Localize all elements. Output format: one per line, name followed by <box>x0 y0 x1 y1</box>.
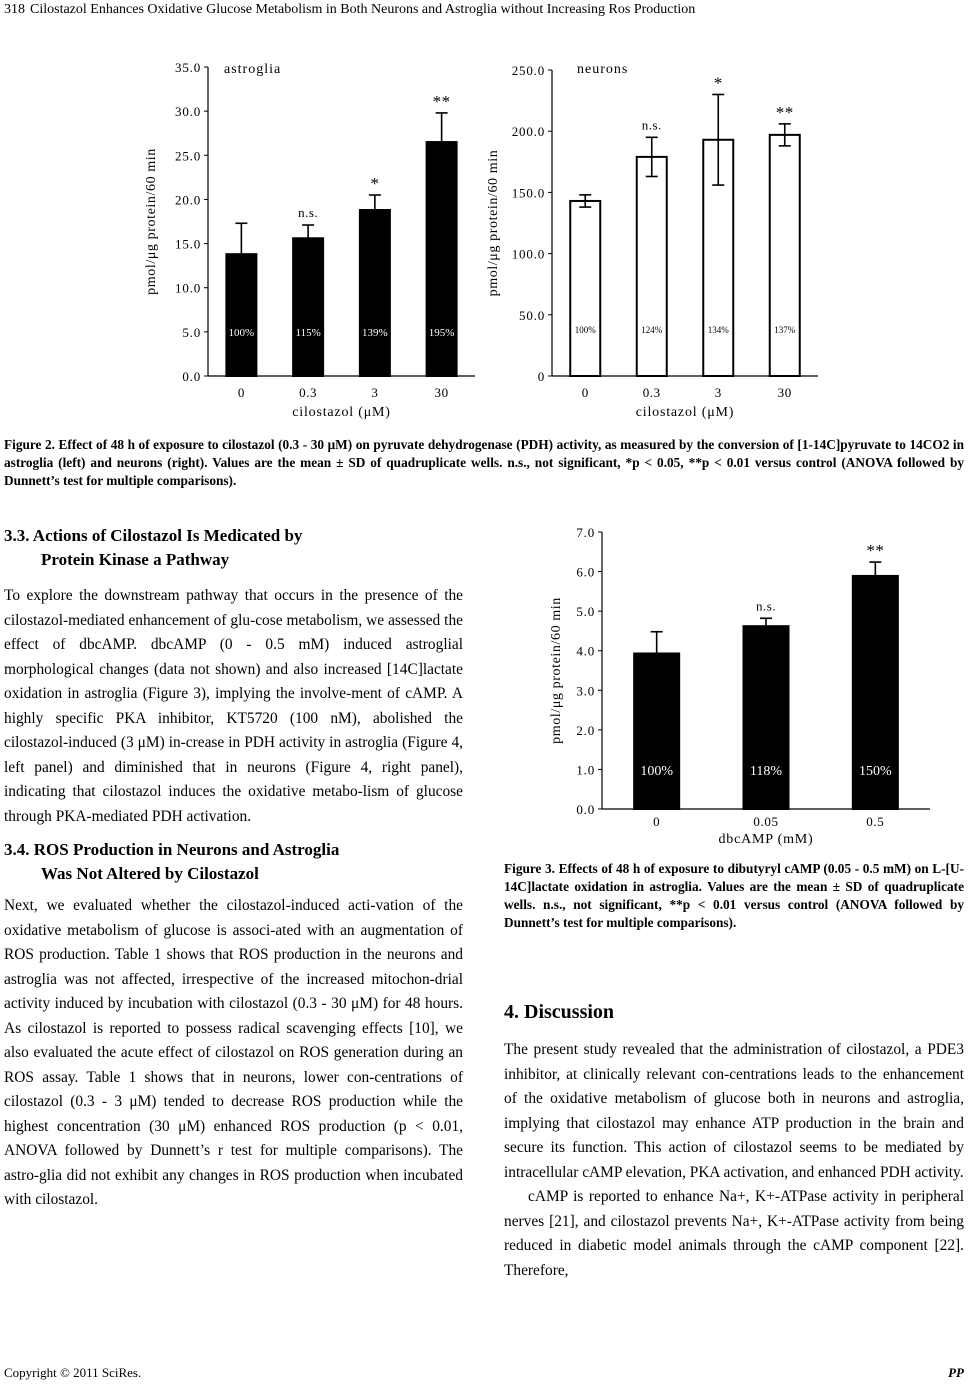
panel-label: astroglia <box>224 62 282 77</box>
bar <box>634 653 679 809</box>
y-tick-label: 25.0 <box>175 148 201 164</box>
x-tick-label: 3 <box>371 385 379 400</box>
y-tick-label: 50.0 <box>519 307 545 323</box>
right-column <box>504 998 964 1283</box>
bar-percent-label: 124% <box>641 325 663 335</box>
figure-2 <box>140 52 830 424</box>
chart-astroglia <box>144 60 475 420</box>
x-tick-label: 0 <box>581 385 589 400</box>
figure-3-caption <box>504 860 964 932</box>
y-axis-label: pmol/μg protein/60 min <box>486 149 501 297</box>
significance-label: n.s. <box>755 598 777 614</box>
section-4-paragraph-2: cAMP is reported to enhance Na+, K+-ATPase activity in peripheral nerves [21], and cilostazol prevents Na+, K+-ATPase activity from being reduced in diabetic model animals through the cAMP component [22]. Therefore, <box>504 1188 964 1279</box>
bar <box>770 135 800 376</box>
bar-percent-label: 134% <box>707 325 729 335</box>
x-tick-label: 30 <box>777 385 792 400</box>
bar-percent-label: 118% <box>749 764 783 779</box>
y-tick-label: 10.0 <box>175 280 201 296</box>
x-tick-label: 0.05 <box>753 814 779 829</box>
significance-label: ** <box>775 102 794 122</box>
figure-2-caption-text: Figure 2. Effect of 48 h of exposure to cilostazol (0.3 - 30 μM) on pyruvate dehydrogenase (PDH) activity, as measured by the conversion of [1-14C]pyruvate to 14CO2 in astroglia (left) and neurons (right). Values are the mean ± SD of quadruplicate wells. n.s., not significant, *p < 0.05, **p < 0.01 versus control (ANOVA followed by Dunnett’s test for multiple comparisons). <box>4 437 964 488</box>
x-tick-label: 0.3 <box>299 385 318 400</box>
x-axis-label: cilostazol (μM) <box>292 405 391 420</box>
significance-label: n.s. <box>298 205 319 221</box>
bar-percent-label: 115% <box>295 327 321 339</box>
y-tick-label: 1.0 <box>576 762 595 778</box>
x-tick-label: 0 <box>237 385 245 400</box>
y-tick-label: 30.0 <box>175 104 201 120</box>
bar-percent-label: 150% <box>858 764 892 779</box>
bar-percent-label: 195% <box>428 327 455 339</box>
significance-label: * <box>713 73 723 93</box>
y-axis-label: pmol/μg protein/60 min <box>549 597 564 744</box>
panel-label: neurons <box>577 62 629 77</box>
copyright: Copyright © 2011 SciRes. <box>4 1365 142 1380</box>
section-3-4-heading-line1: 3.4. ROS Production in Neurons and Astroglia <box>4 840 340 859</box>
y-tick-label: 100.0 <box>511 246 545 262</box>
y-tick-label: 7.0 <box>576 525 595 540</box>
bar <box>360 210 390 376</box>
chart-neurons <box>486 62 818 420</box>
section-3-4-paragraph: Next, we evaluated whether the cilostazol-induced acti-vation of the oxidative metabolism of glucose is associ-ated with an augmentation of ROS production. Table 1 shows that ROS production in the neurons and astroglia was not affected, irrespective of the increased mitochon-drial activity induced by incubation with cilostazol (0.3 - 30 μM) for 48 hours. As cilostazol is reported to possess radical scavenging effects [10], we also evaluated the acute effect of cilostazol on ROS generation during an ROS assay. Table 1 shows that in neurons, lower con-centrations of cilostazol (0.3 - 3 μM) tended to decrease ROS production while the highest concentration (30 μM) enhanced ROS production (p < 0.01, ANOVA followed by Dunnett’s r test for multiple comparisons). The astro-glia did not exhibit any changes in ROS production when incubated with cilostazol. <box>4 897 463 1208</box>
x-tick-label: 0 <box>653 814 661 829</box>
significance-label: ** <box>432 91 451 111</box>
y-tick-label: 3.0 <box>576 683 595 699</box>
section-3-4-heading-line2: Was Not Altered by Cilostazol <box>41 864 259 883</box>
page-header <box>0 0 968 24</box>
x-axis-label: cilostazol (μM) <box>635 405 735 420</box>
section-3-3-heading-line2: Protein Kinase a Pathway <box>41 550 230 569</box>
left-column <box>4 524 463 1213</box>
bar-percent-label: 139% <box>362 327 388 339</box>
section-3-3-heading-line1: 3.3. Actions of Cilostazol Is Medicated by <box>4 526 303 545</box>
y-tick-label: 6.0 <box>576 564 595 580</box>
y-tick-label: 35.0 <box>175 60 201 75</box>
section-3-3-heading <box>4 524 463 572</box>
y-tick-label: 200.0 <box>511 124 545 140</box>
y-tick-label: 4.0 <box>576 643 595 659</box>
page-number: 318 <box>4 2 25 17</box>
y-axis-label: pmol/μg protein/60 min <box>144 148 159 295</box>
y-tick-label: 15.0 <box>175 236 201 252</box>
bar-percent-label: 100% <box>228 327 255 339</box>
y-tick-label: 5.0 <box>576 604 595 620</box>
bar <box>637 157 667 376</box>
y-tick-label: 2.0 <box>576 722 595 738</box>
bar <box>570 201 600 376</box>
y-tick-label: 250.0 <box>511 63 545 78</box>
x-tick-label: 0.5 <box>866 814 885 829</box>
running-title: Cilostazol Enhances Oxidative Glucose Metabolism in Both Neurons and Astroglia without Increasing Ros Production <box>30 2 696 17</box>
bar-percent-label: 100% <box>574 325 596 335</box>
figure-3-caption-text: Figure 3. Effects of 48 h of exposure to dibutyryl cAMP (0.05 - 0.5 mM) on L-[U-14C]lactate oxidation in astroglia. Values are the mean ± SD of quadruplicate wells. n.s., not significant, **p < 0.01 versus control (ANOVA followed by Dunnett’s test for multiple comparisons). <box>504 861 964 930</box>
x-tick-label: 30 <box>434 385 449 400</box>
section-3-4-heading <box>4 838 463 886</box>
section-3-3-paragraph: To explore the downstream pathway that occurs in the presence of the cilostazol-mediated enhancement of glu-cose metabolism, we assessed the effect of dbcAMP. dbcAMP (0 - 0.5 mM) induced astroglial morphological changes (data not shown) and also increased [14C]lactate oxidation in astroglia (Figure 3), implying the involve-ment of cAMP. A highly specific PKA inhibitor, KT5720 (100 nM), abolished the cilostazol-induced (3 μM) in-crease in PDH activity in astroglia (Figure 4, left panel) and diminished that in neurons (Figure 4, right panel), indicating that cilostazol induces the oxidative metabo-lism of glucose through PKA-mediated PDH activation. <box>4 587 463 825</box>
figure-2-caption <box>4 436 964 490</box>
bar <box>427 142 457 376</box>
bar-percent-label: 137% <box>774 325 796 335</box>
significance-label: n.s. <box>641 117 662 133</box>
y-tick-label: 0.0 <box>182 369 201 384</box>
x-tick-label: 0.3 <box>642 385 661 400</box>
significance-label: * <box>370 174 380 194</box>
figure-3 <box>538 518 958 848</box>
bar <box>293 238 323 376</box>
y-tick-label: 0.0 <box>576 802 595 817</box>
y-tick-label: 0 <box>537 369 545 384</box>
y-tick-label: 5.0 <box>182 324 201 340</box>
chart-dbcamp <box>549 525 930 847</box>
y-tick-label: 150.0 <box>511 185 545 201</box>
significance-label: ** <box>866 541 885 561</box>
x-axis-label: dbcAMP (mM) <box>718 832 814 847</box>
x-tick-label: 3 <box>714 385 722 400</box>
bar <box>744 626 789 809</box>
section-4-heading: 4. Discussion <box>504 1001 615 1023</box>
y-tick-label: 20.0 <box>175 192 201 208</box>
bar-percent-label: 100% <box>640 764 674 779</box>
section-4-paragraph-1: The present study revealed that the administration of cilostazol, a PDE3 inhibitor, at clinically relevant con-centrations leads to the enhancement of the oxidative metabolism of glucose both in neurons and astroglia, implying that cilostazol may enhance ATP production in the brain and secure its function. This action of cilostazol seems to be mediated by intracellular cAMP elevation, PKA activation, and enhanced PDH activity. <box>504 1041 964 1181</box>
journal-abbreviation: PP <box>948 1365 964 1380</box>
